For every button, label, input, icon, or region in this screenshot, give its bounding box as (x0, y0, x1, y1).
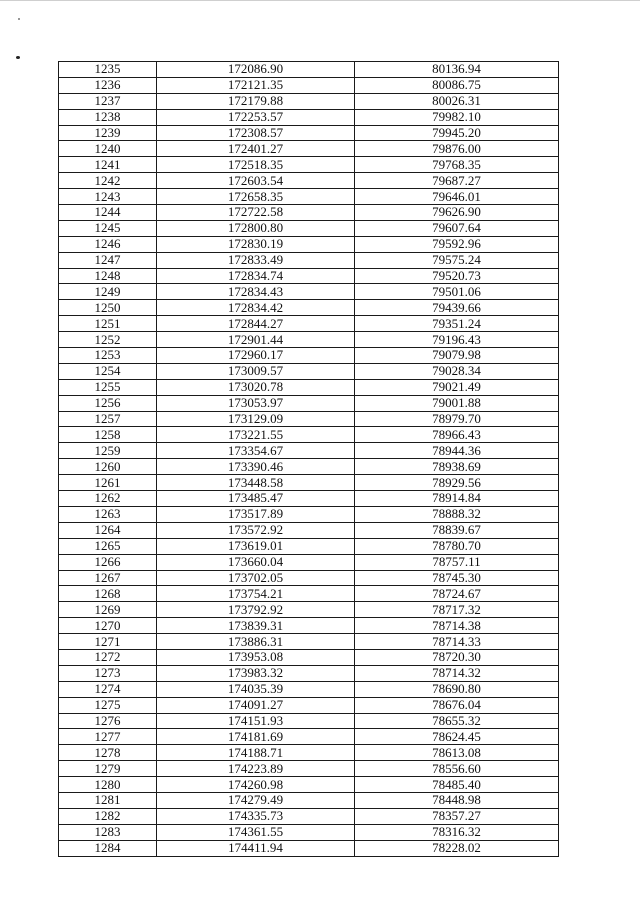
point-number-cell: 1282 (59, 808, 157, 824)
point-number-cell: 1246 (59, 236, 157, 252)
table-row (59, 602, 559, 618)
x-coordinate-cell: 173390.46 (157, 459, 355, 475)
table-row (59, 236, 559, 252)
coordinate-table-body (59, 62, 559, 857)
table-row (59, 697, 559, 713)
x-coordinate-cell: 174188.71 (157, 745, 355, 761)
point-number-cell: 1277 (59, 729, 157, 745)
table-row (59, 220, 559, 236)
y-coordinate-cell: 79501.06 (355, 284, 559, 300)
table-row (59, 363, 559, 379)
table-row (59, 252, 559, 268)
y-coordinate-cell: 78714.32 (355, 665, 559, 681)
table-row (59, 649, 559, 665)
y-coordinate-cell: 79592.96 (355, 236, 559, 252)
point-number-cell: 1249 (59, 284, 157, 300)
point-number-cell: 1241 (59, 157, 157, 173)
y-coordinate-cell: 78228.02 (355, 840, 559, 856)
table-row (59, 205, 559, 221)
x-coordinate-cell: 172800.80 (157, 220, 355, 236)
point-number-cell: 1274 (59, 681, 157, 697)
y-coordinate-cell: 78690.80 (355, 681, 559, 697)
table-row (59, 77, 559, 93)
point-number-cell: 1270 (59, 618, 157, 634)
y-coordinate-cell: 78717.32 (355, 602, 559, 618)
x-coordinate-cell: 174035.39 (157, 681, 355, 697)
table-row (59, 157, 559, 173)
table-row (59, 332, 559, 348)
y-coordinate-cell: 79439.66 (355, 300, 559, 316)
table-row (59, 395, 559, 411)
point-number-cell: 1275 (59, 697, 157, 713)
point-number-cell: 1236 (59, 77, 157, 93)
x-coordinate-cell: 173354.67 (157, 443, 355, 459)
point-number-cell: 1284 (59, 840, 157, 856)
point-number-cell: 1281 (59, 792, 157, 808)
y-coordinate-cell: 78929.56 (355, 475, 559, 491)
point-number-cell: 1260 (59, 459, 157, 475)
y-coordinate-cell: 78888.32 (355, 506, 559, 522)
x-coordinate-cell: 174091.27 (157, 697, 355, 713)
table-row (59, 268, 559, 284)
x-coordinate-cell: 172253.57 (157, 109, 355, 125)
y-coordinate-cell: 78757.11 (355, 554, 559, 570)
y-coordinate-cell: 79079.98 (355, 348, 559, 364)
y-coordinate-cell: 78745.30 (355, 570, 559, 586)
x-coordinate-cell: 173020.78 (157, 379, 355, 395)
table-row (59, 284, 559, 300)
point-number-cell: 1272 (59, 649, 157, 665)
x-coordinate-cell: 172603.54 (157, 173, 355, 189)
table-row (59, 443, 559, 459)
table-row (59, 808, 559, 824)
point-number-cell: 1262 (59, 491, 157, 507)
y-coordinate-cell: 79646.01 (355, 189, 559, 205)
x-coordinate-cell: 172834.74 (157, 268, 355, 284)
table-row (59, 777, 559, 793)
y-coordinate-cell: 79028.34 (355, 363, 559, 379)
point-number-cell: 1269 (59, 602, 157, 618)
y-coordinate-cell: 78780.70 (355, 538, 559, 554)
coordinate-table (58, 61, 559, 857)
table-row (59, 475, 559, 491)
table-row (59, 792, 559, 808)
y-coordinate-cell: 78714.33 (355, 634, 559, 650)
x-coordinate-cell: 173009.57 (157, 363, 355, 379)
point-number-cell: 1235 (59, 62, 157, 78)
x-coordinate-cell: 173221.55 (157, 427, 355, 443)
x-coordinate-cell: 172834.43 (157, 284, 355, 300)
table-row (59, 665, 559, 681)
point-number-cell: 1254 (59, 363, 157, 379)
x-coordinate-cell: 173619.01 (157, 538, 355, 554)
table-row (59, 491, 559, 507)
table-row (59, 93, 559, 109)
point-number-cell: 1243 (59, 189, 157, 205)
y-coordinate-cell: 79575.24 (355, 252, 559, 268)
point-number-cell: 1271 (59, 634, 157, 650)
x-coordinate-cell: 172722.58 (157, 205, 355, 221)
x-coordinate-cell: 173129.09 (157, 411, 355, 427)
point-number-cell: 1273 (59, 665, 157, 681)
point-number-cell: 1283 (59, 824, 157, 840)
x-coordinate-cell: 173754.21 (157, 586, 355, 602)
point-number-cell: 1237 (59, 93, 157, 109)
x-coordinate-cell: 173485.47 (157, 491, 355, 507)
x-coordinate-cell: 173517.89 (157, 506, 355, 522)
x-coordinate-cell: 174335.73 (157, 808, 355, 824)
point-number-cell: 1256 (59, 395, 157, 411)
x-coordinate-cell: 173702.05 (157, 570, 355, 586)
table-row (59, 586, 559, 602)
point-number-cell: 1259 (59, 443, 157, 459)
x-coordinate-cell: 174223.89 (157, 761, 355, 777)
point-number-cell: 1240 (59, 141, 157, 157)
x-coordinate-cell: 173886.31 (157, 634, 355, 650)
y-coordinate-cell: 79351.24 (355, 316, 559, 332)
x-coordinate-cell: 173448.58 (157, 475, 355, 491)
x-coordinate-cell: 172518.35 (157, 157, 355, 173)
y-coordinate-cell: 78485.40 (355, 777, 559, 793)
y-coordinate-cell: 78448.98 (355, 792, 559, 808)
y-coordinate-cell: 78979.70 (355, 411, 559, 427)
table-row (59, 840, 559, 856)
table-row (59, 427, 559, 443)
y-coordinate-cell: 78357.27 (355, 808, 559, 824)
y-coordinate-cell: 79768.35 (355, 157, 559, 173)
point-number-cell: 1257 (59, 411, 157, 427)
table-row (59, 125, 559, 141)
x-coordinate-cell: 173053.97 (157, 395, 355, 411)
y-coordinate-cell: 78676.04 (355, 697, 559, 713)
x-coordinate-cell: 174361.55 (157, 824, 355, 840)
point-number-cell: 1245 (59, 220, 157, 236)
point-number-cell: 1263 (59, 506, 157, 522)
y-coordinate-cell: 78724.67 (355, 586, 559, 602)
x-coordinate-cell: 172308.57 (157, 125, 355, 141)
table-row (59, 300, 559, 316)
y-coordinate-cell: 78714.38 (355, 618, 559, 634)
x-coordinate-cell: 172086.90 (157, 62, 355, 78)
y-coordinate-cell: 78914.84 (355, 491, 559, 507)
x-coordinate-cell: 172960.17 (157, 348, 355, 364)
table-row (59, 745, 559, 761)
y-coordinate-cell: 79945.20 (355, 125, 559, 141)
table-row (59, 348, 559, 364)
table-row (59, 570, 559, 586)
point-number-cell: 1266 (59, 554, 157, 570)
point-number-cell: 1255 (59, 379, 157, 395)
point-number-cell: 1252 (59, 332, 157, 348)
x-coordinate-cell: 172834.42 (157, 300, 355, 316)
table-row (59, 459, 559, 475)
table-row (59, 713, 559, 729)
x-coordinate-cell: 172658.35 (157, 189, 355, 205)
point-number-cell: 1250 (59, 300, 157, 316)
y-coordinate-cell: 78316.32 (355, 824, 559, 840)
y-coordinate-cell: 79626.90 (355, 205, 559, 221)
y-coordinate-cell: 78655.32 (355, 713, 559, 729)
x-coordinate-cell: 172401.27 (157, 141, 355, 157)
point-number-cell: 1238 (59, 109, 157, 125)
x-coordinate-cell: 174411.94 (157, 840, 355, 856)
table-row (59, 62, 559, 78)
x-coordinate-cell: 173953.08 (157, 649, 355, 665)
table-row (59, 141, 559, 157)
table-row (59, 618, 559, 634)
table-row (59, 538, 559, 554)
table-row (59, 824, 559, 840)
point-number-cell: 1276 (59, 713, 157, 729)
point-number-cell: 1279 (59, 761, 157, 777)
y-coordinate-cell: 78944.36 (355, 443, 559, 459)
table-row (59, 109, 559, 125)
y-coordinate-cell: 79607.64 (355, 220, 559, 236)
table-row (59, 411, 559, 427)
x-coordinate-cell: 173792.92 (157, 602, 355, 618)
y-coordinate-cell: 79001.88 (355, 395, 559, 411)
y-coordinate-cell: 79196.43 (355, 332, 559, 348)
point-number-cell: 1261 (59, 475, 157, 491)
x-coordinate-cell: 174279.49 (157, 792, 355, 808)
table-row (59, 173, 559, 189)
point-number-cell: 1280 (59, 777, 157, 793)
y-coordinate-cell: 78938.69 (355, 459, 559, 475)
page-top-edge-line (0, 0, 640, 1)
x-coordinate-cell: 172844.27 (157, 316, 355, 332)
point-number-cell: 1247 (59, 252, 157, 268)
point-number-cell: 1248 (59, 268, 157, 284)
y-coordinate-cell: 78624.45 (355, 729, 559, 745)
table-row (59, 634, 559, 650)
y-coordinate-cell: 80026.31 (355, 93, 559, 109)
y-coordinate-cell: 79982.10 (355, 109, 559, 125)
x-coordinate-cell: 172830.19 (157, 236, 355, 252)
x-coordinate-cell: 173572.92 (157, 522, 355, 538)
point-number-cell: 1268 (59, 586, 157, 602)
x-coordinate-cell: 173983.32 (157, 665, 355, 681)
table-row (59, 554, 559, 570)
x-coordinate-cell: 172121.35 (157, 77, 355, 93)
table-row (59, 729, 559, 745)
y-coordinate-cell: 78613.08 (355, 745, 559, 761)
point-number-cell: 1244 (59, 205, 157, 221)
scan-speck (16, 56, 20, 59)
point-number-cell: 1239 (59, 125, 157, 141)
table-row (59, 506, 559, 522)
x-coordinate-cell: 173839.31 (157, 618, 355, 634)
table-row (59, 189, 559, 205)
y-coordinate-cell: 78720.30 (355, 649, 559, 665)
table-row (59, 522, 559, 538)
y-coordinate-cell: 80086.75 (355, 77, 559, 93)
x-coordinate-cell: 174151.93 (157, 713, 355, 729)
scan-speck (18, 18, 20, 20)
point-number-cell: 1265 (59, 538, 157, 554)
x-coordinate-cell: 172833.49 (157, 252, 355, 268)
point-number-cell: 1264 (59, 522, 157, 538)
y-coordinate-cell: 78556.60 (355, 761, 559, 777)
x-coordinate-cell: 174181.69 (157, 729, 355, 745)
y-coordinate-cell: 79687.27 (355, 173, 559, 189)
table-row (59, 681, 559, 697)
y-coordinate-cell: 78839.67 (355, 522, 559, 538)
point-number-cell: 1258 (59, 427, 157, 443)
table-row (59, 316, 559, 332)
y-coordinate-cell: 78966.43 (355, 427, 559, 443)
y-coordinate-cell: 80136.94 (355, 62, 559, 78)
y-coordinate-cell: 79520.73 (355, 268, 559, 284)
table-row (59, 379, 559, 395)
y-coordinate-cell: 79021.49 (355, 379, 559, 395)
table-row (59, 761, 559, 777)
x-coordinate-cell: 172179.88 (157, 93, 355, 109)
point-number-cell: 1253 (59, 348, 157, 364)
y-coordinate-cell: 79876.00 (355, 141, 559, 157)
x-coordinate-cell: 173660.04 (157, 554, 355, 570)
point-number-cell: 1251 (59, 316, 157, 332)
point-number-cell: 1267 (59, 570, 157, 586)
point-number-cell: 1278 (59, 745, 157, 761)
point-number-cell: 1242 (59, 173, 157, 189)
x-coordinate-cell: 172901.44 (157, 332, 355, 348)
x-coordinate-cell: 174260.98 (157, 777, 355, 793)
